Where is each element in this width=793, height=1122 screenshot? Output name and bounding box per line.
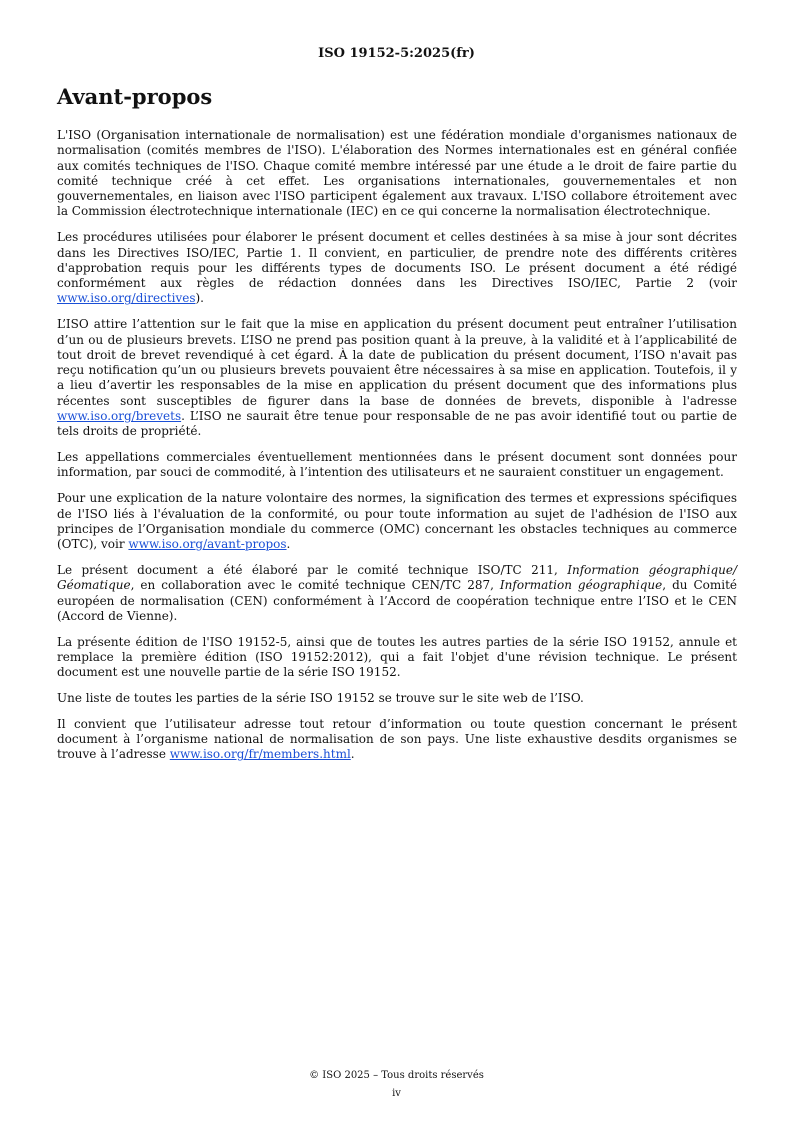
- page-footer: [0, 1067, 793, 1103]
- paragraph-9-end: .: [350, 747, 355, 762]
- paragraph-2-end: ).: [195, 291, 204, 306]
- paragraph-4: Les appellations commerciales éventuellement mentionnées dans le présent document sont données pour information, par souci de commodité, à l’intention des utilisateurs et ne sauraient constituer un engagement.: [57, 450, 737, 480]
- paragraph-8: Une liste de toutes les parties de la série ISO 19152 se trouve sur le site web de l’ISO.: [57, 691, 584, 705]
- paragraph-3: [57, 317, 737, 439]
- paragraph-1: L'ISO (Organisation internationale de normalisation) est une fédération mondiale d'organismes nationaux de normalisation (comités membres de l'ISO). L'élaboration des Normes internationales est en général confiée aux comités techniques de l'ISO. Chaque comité membre intéressé par une étude a le droit de faire partie du comité technique créé à cet effet. Les organisations internationales, gouvernementales et non gouvernementales, en liaison avec l'ISO participent également aux travaux. L'ISO collabore étroitement avec la Commission électrotechnique internationale (IEC) en ce qui concerne la normalisation électrotechnique.: [57, 128, 737, 219]
- cen-committee-title-italic: Information géographique: [499, 578, 663, 593]
- paragraph-9: [57, 717, 737, 763]
- copyright-notice: © ISO 2025 – Tous droits réservés: [309, 1070, 484, 1081]
- patents-link[interactable]: www.iso.org/brevets: [57, 409, 182, 424]
- paragraph-6-part-b: , en collaboration avec le comité technique CEN/TC 287,: [130, 578, 500, 593]
- foreword-body: [57, 128, 737, 773]
- paragraph-5: [57, 491, 737, 552]
- paragraph-2: [57, 230, 737, 306]
- paragraph-6: [57, 563, 737, 624]
- committee-title-italic: Information géographique/ Géomatique: [57, 562, 738, 593]
- directives-link[interactable]: www.iso.org/directives: [57, 291, 196, 306]
- page-number: iv: [392, 1088, 401, 1099]
- page-title: Avant-propos: [57, 84, 213, 109]
- paragraph-9-text: Il convient que l’utilisateur adresse tout retour d’information ou toute question concernant le présent document à l’organisme national de normalisation de son pays. Une liste exhaustive desdits organismes se trouve à l’adresse: [57, 716, 737, 762]
- paragraph-2-text: Les procédures utilisées pour élaborer le présent document et celles destinées à sa mise à jour sont décrites dans les Directives ISO/IEC, Partie 1. Il convient, en particulier, de prendre note des différents critères d'approbation requis pour les différents types de documents ISO. Le présent document a été rédigé conformément aux règles de rédaction données dans les Directives ISO/IEC, Partie 2 (voir: [57, 230, 737, 291]
- paragraph-6-part-a: Le présent document a été élaboré par le comité technique ISO/TC 211,: [57, 562, 568, 577]
- document-id-header: ISO 19152-5:2025(fr): [318, 46, 475, 61]
- foreword-link[interactable]: www.iso.org/avant-propos: [128, 537, 287, 552]
- paragraph-5-text: Pour une explication de la nature volontaire des normes, la signification des termes et expressions spécifiques de l'ISO liés à l'évaluation de la conformité, ou pour toute information au sujet de l'adhésion de l'ISO aux principes de l’Organisation mondiale du commerce (OMC) concernant les obstacles techniques au commerce (OTC), voir: [57, 491, 737, 552]
- members-link[interactable]: www.iso.org/fr/members.html: [169, 747, 351, 762]
- paragraph-3-text: L’ISO attire l’attention sur le fait que la mise en application du présent document peut entraîner l’utilisation d’un ou de plusieurs brevets. L’ISO ne prend pas position quant à la preuve, à la validité et à l’applicabilité de tout droit de brevet revendiqué à cet égard. À la date de publication du présent document, l’ISO n'avait pas reçu notification qu’un ou plusieurs brevets pouvaient être nécessaires à sa mise en application. Toutefois, il y a lieu d’avertir les responsables de la mise en application du présent document que des informations plus récentes sont susceptibles de figurer dans la base de données de brevets, disponible à l'adresse: [57, 317, 737, 408]
- paragraph-7: La présente édition de l'ISO 19152-5, ainsi que de toutes les autres parties de la série ISO 19152, annule et remplace la première édition (ISO 19152:2012), qui a fait l'objet d'une révision technique. Le présent document est une nouvelle partie de la série ISO 19152.: [57, 634, 737, 680]
- paragraph-6-part-c: , du Comité européen de normalisation (CEN) conformément à l’Accord de coopération technique entre l’ISO et le CEN (Accord de Vienne).: [57, 578, 738, 623]
- paragraph-3-end: . L’ISO ne saurait être tenue pour responsable de ne pas avoir identifié tout ou partie de tels droits de propriété.: [57, 409, 737, 439]
- paragraph-5-end: .: [286, 537, 291, 552]
